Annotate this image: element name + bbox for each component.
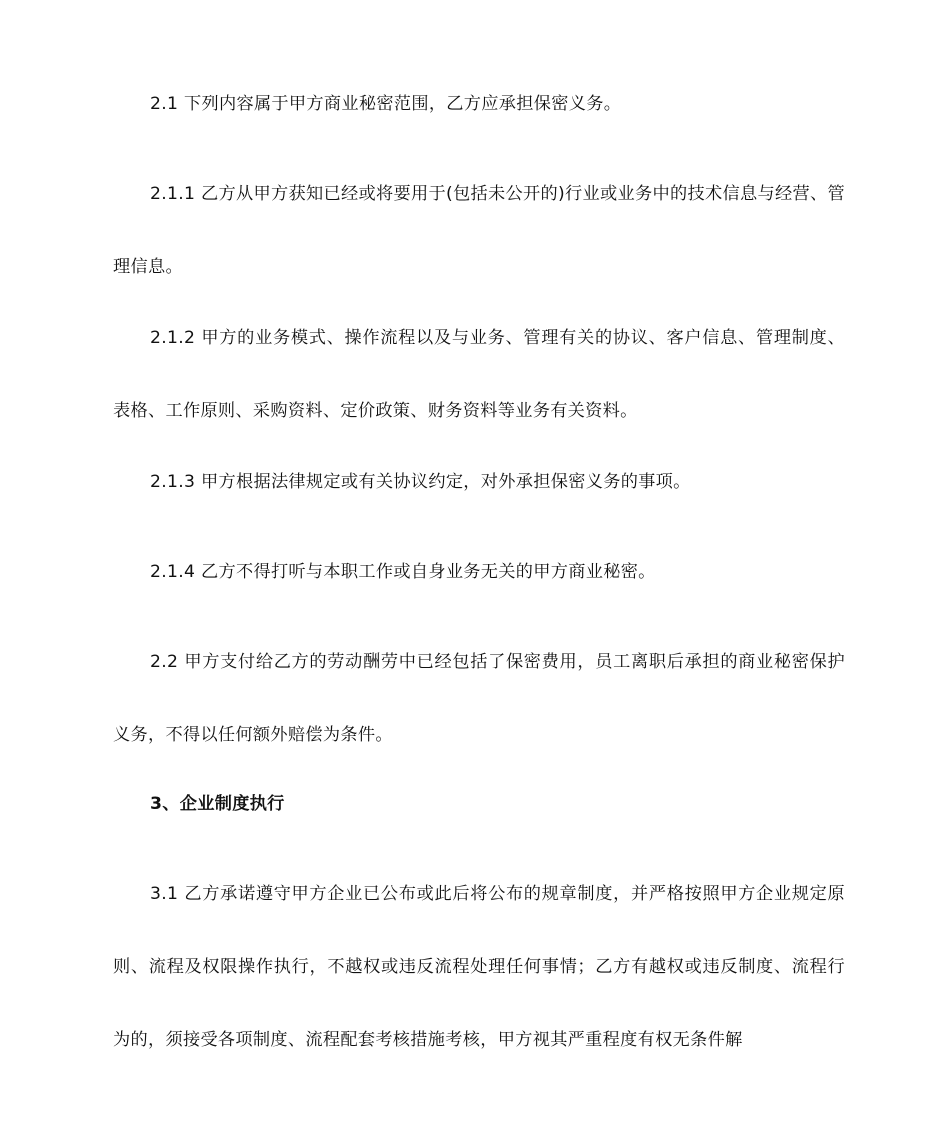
paragraph-3-1: 3.1 乙方承诺遵守甲方企业已公布或此后将公布的规章制度，并严格按照甲方企业规定原则、流程及权限操作执行，不越权或违反流程处理任何事情；乙方有越权或违反制度、流程行为的，须接受各项制度、流程配套考核措施考核，甲方视其严重程度有权无条件解: [113, 884, 845, 1050]
paragraph-2-1-3: 2.1.3 甲方根据法律规定或有关协议约定，对外承担保密义务的事项。: [150, 472, 691, 492]
paragraph-2-1-4: 2.1.4 乙方不得打听与本职工作或自身业务无关的甲方商业秘密。: [150, 562, 656, 582]
paragraph-2-1: 2.1 下列内容属于甲方商业秘密范围，乙方应承担保密义务。: [150, 94, 622, 114]
paragraph-2-1-2: 2.1.2 甲方的业务模式、操作流程以及与业务、管理有关的协议、客户信息、管理制度、表格、工作原则、采购资料、定价政策、财务资料等业务有关资料。: [113, 328, 845, 421]
section-heading-3: 3、企业制度执行: [150, 794, 285, 814]
paragraph-2-2: 2.2 甲方支付给乙方的劳动酬劳中已经包括了保密费用，员工离职后承担的商业秘密保护义务，不得以任何额外赔偿为条件。: [113, 652, 845, 745]
paragraph-2-1-1: 2.1.1 乙方从甲方获知已经或将要用于(包括未公开的)行业或业务中的技术信息与经营、管理信息。: [113, 184, 845, 277]
